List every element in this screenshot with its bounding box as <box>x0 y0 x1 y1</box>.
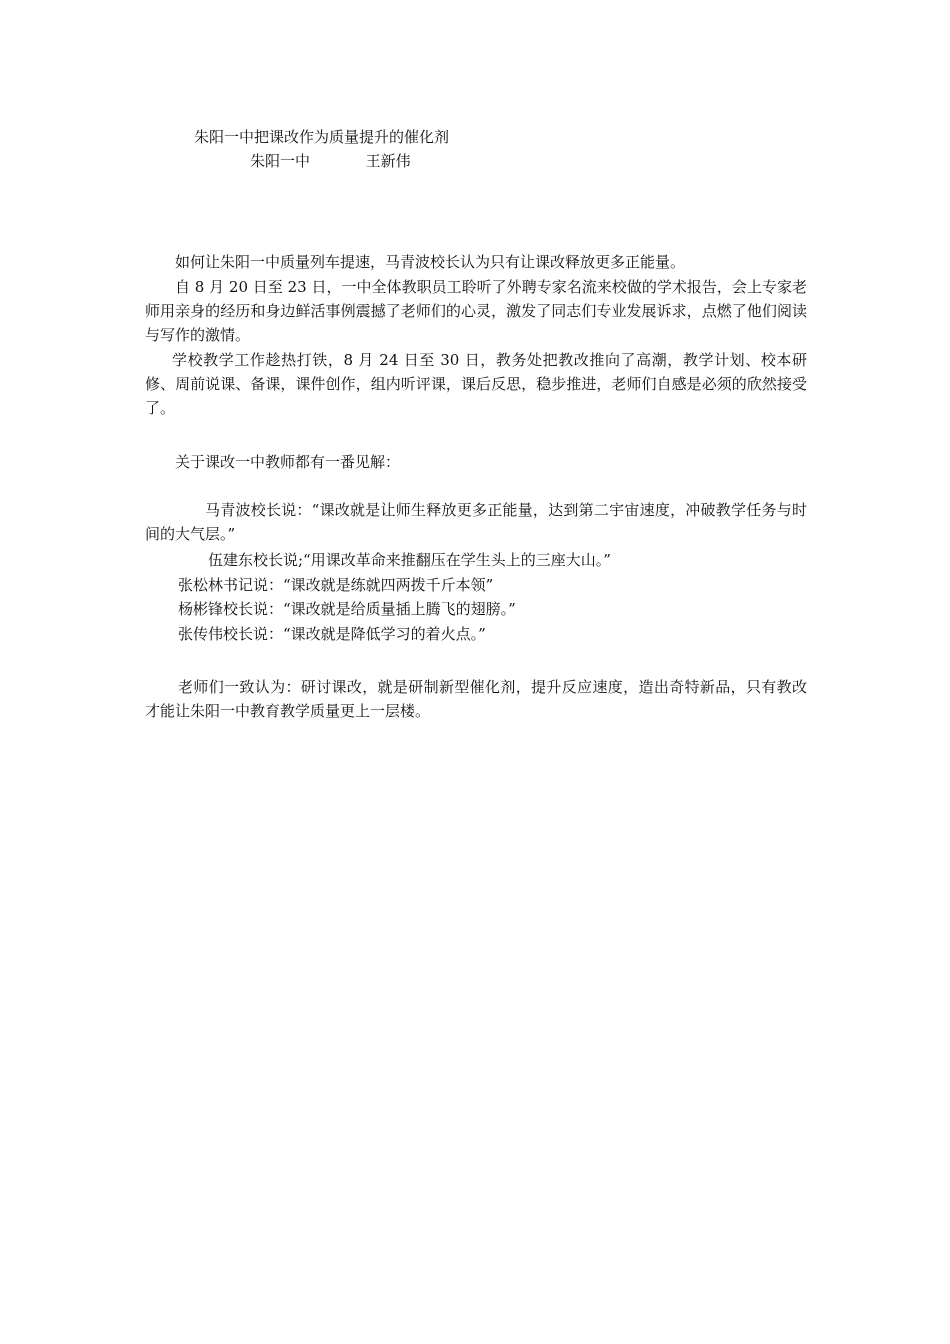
quote-ma-qingbo: 马青波校长说：“课改就是让师生释放更多正能量，达到第二宇宙速度，冲破教学任务与时间的大气层。” <box>145 501 807 543</box>
paragraph-conclusion: 老师们一致认为：研讨课改，就是研制新型催化剂，提升反应速度，造出奇特新品，只有教改才能让朱阳一中教育教学质量更上一层楼。 <box>145 678 807 720</box>
quote-yang-binfeng: 杨彬锋校长说：“课改就是给质量插上腾飞的翅膀。” <box>178 600 516 618</box>
paragraph-report: 自 8 月 20 日至 23 日，一中全体教职员工聆听了外聘专家名流来校做的学术报告，会上专家老师用亲身的经历和身边鲜活事例震撼了老师们的心灵，激发了同志们专业发展诉求，点燃了他们阅读与写作的激情。 <box>145 278 807 344</box>
quote-zhang-songlin: 张松林书记说：“课改就是练就四两拨千斤本领” <box>178 576 494 594</box>
document-title: 朱阳一中把课改作为质量提升的催化剂 <box>194 128 450 146</box>
byline-author: 王新伟 <box>365 152 411 170</box>
paragraph-intro: 如何让朱阳一中质量列车提速，马青波校长认为只有让课改释放更多正能量。 <box>175 253 686 271</box>
byline-school: 朱阳一中 <box>250 152 311 170</box>
paragraph-opinions-heading: 关于课改一中教师都有一番见解： <box>175 453 401 471</box>
byline <box>250 150 411 172</box>
paragraph-teaching: 学校教学工作趁热打铁，8 月 24 日至 30 日，教务处把教改推向了高潮，教学计划、校本研修、周前说课、备课，课件创作，组内听评课，课后反思，稳步推进，老师们自感是必须的欣然接受了。 <box>145 351 807 417</box>
quote-wu-jiandong: 伍建东校长说;“用课改革命来推翻压在学生头上的三座大山。” <box>208 551 611 569</box>
quote-zhang-chuanwei: 张传伟校长说：“课改就是降低学习的着火点。” <box>178 625 486 643</box>
